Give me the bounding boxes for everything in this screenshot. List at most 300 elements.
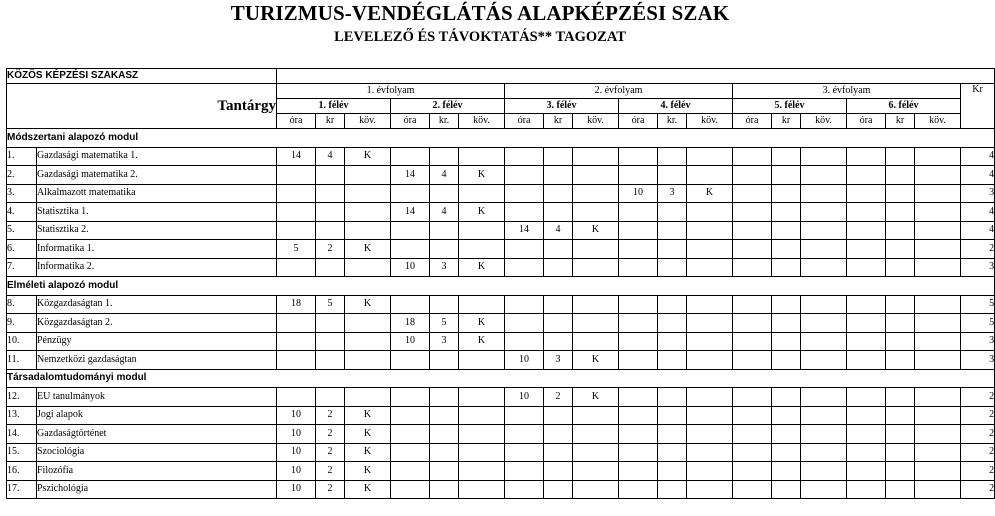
empty-cell [658, 351, 687, 370]
empty-cell [459, 388, 505, 407]
empty-cell [277, 314, 316, 333]
empty-cell [573, 295, 619, 314]
table-row [7, 166, 995, 185]
subject-name: Pszichológia [37, 480, 277, 499]
empty-cell [847, 166, 886, 185]
empty-cell [687, 203, 733, 222]
credit-value: 2 [961, 240, 995, 259]
empty-cell [772, 462, 801, 481]
empty-cell [847, 314, 886, 333]
subject-name: Gazdaságtörténet [37, 425, 277, 444]
empty-cell [772, 184, 801, 203]
empty-cell [886, 388, 915, 407]
empty-cell [459, 240, 505, 259]
subheader-cell: kr. [658, 114, 687, 129]
table-row [7, 221, 995, 240]
cell-kr: 4 [430, 166, 459, 185]
cell-kr: 3 [430, 258, 459, 277]
empty-cell [619, 480, 658, 499]
module-title: Társadalomtudományi modul [7, 369, 995, 388]
cell-kr: 5 [316, 295, 345, 314]
semester-header-6: 6. félév [847, 99, 961, 114]
empty-cell [801, 351, 847, 370]
cell-hours: 10 [277, 406, 316, 425]
empty-cell [733, 203, 772, 222]
empty-cell [687, 240, 733, 259]
empty-cell [544, 332, 573, 351]
empty-cell [801, 166, 847, 185]
empty-cell [619, 147, 658, 166]
semester-header-5: 5. félév [733, 99, 847, 114]
empty-cell [847, 295, 886, 314]
empty-cell [459, 480, 505, 499]
cell-kr: 3 [658, 184, 687, 203]
cell-hours: 10 [277, 443, 316, 462]
table-row [7, 462, 995, 481]
empty-cell [915, 332, 961, 351]
cell-hours: 18 [391, 314, 430, 333]
row-number: 1. [7, 147, 37, 166]
module-title: Módszertani alapozó modul [7, 129, 995, 148]
empty-cell [544, 147, 573, 166]
empty-cell [915, 443, 961, 462]
empty-cell [772, 221, 801, 240]
subheader-cell: óra [505, 114, 544, 129]
empty-cell [277, 388, 316, 407]
empty-cell [886, 480, 915, 499]
subheader-cell: óra [277, 114, 316, 129]
subject-name: Jogi alapok [37, 406, 277, 425]
empty-cell [772, 147, 801, 166]
cell-kr: 5 [430, 314, 459, 333]
credit-value: 5 [961, 314, 995, 333]
empty-cell [277, 258, 316, 277]
cell-kr: 2 [316, 462, 345, 481]
empty-cell [658, 480, 687, 499]
empty-cell [801, 462, 847, 481]
empty-cell [733, 443, 772, 462]
empty-cell [687, 443, 733, 462]
empty-cell [345, 166, 391, 185]
empty-cell [391, 480, 430, 499]
empty-cell [658, 147, 687, 166]
empty-cell [687, 147, 733, 166]
empty-cell [801, 443, 847, 462]
empty-cell [316, 314, 345, 333]
empty-cell [733, 184, 772, 203]
cell-kov: K [687, 184, 733, 203]
subheader-cell: óra [733, 114, 772, 129]
cell-kr: 2 [316, 480, 345, 499]
empty-cell [733, 480, 772, 499]
empty-cell [658, 258, 687, 277]
empty-cell [430, 295, 459, 314]
empty-cell [733, 406, 772, 425]
module-header-row [7, 369, 995, 388]
table-row [7, 147, 995, 166]
empty-cell [430, 425, 459, 444]
empty-cell [915, 147, 961, 166]
empty-cell [573, 147, 619, 166]
empty-cell [430, 480, 459, 499]
row-number: 7. [7, 258, 37, 277]
subject-name: Informatika 1. [37, 240, 277, 259]
cell-kr: 3 [430, 332, 459, 351]
cell-kov: K [573, 351, 619, 370]
empty-cell [915, 221, 961, 240]
empty-cell [345, 221, 391, 240]
cell-kov: K [573, 388, 619, 407]
empty-cell [391, 147, 430, 166]
table-row [7, 332, 995, 351]
row-number: 15. [7, 443, 37, 462]
credit-value: 2 [961, 480, 995, 499]
empty-cell [733, 166, 772, 185]
cell-kov: K [345, 443, 391, 462]
empty-cell [687, 332, 733, 351]
empty-cell [801, 147, 847, 166]
empty-cell [772, 258, 801, 277]
subject-name: Pénzügy [37, 332, 277, 351]
empty-cell [430, 443, 459, 462]
empty-cell [316, 351, 345, 370]
empty-cell [772, 203, 801, 222]
empty-cell [573, 184, 619, 203]
row-number: 12. [7, 388, 37, 407]
empty-cell [619, 295, 658, 314]
empty-cell [619, 221, 658, 240]
cell-kr: 4 [316, 147, 345, 166]
empty-cell [391, 462, 430, 481]
empty-cell [277, 351, 316, 370]
empty-cell [733, 351, 772, 370]
empty-cell [886, 425, 915, 444]
table-row [7, 240, 995, 259]
empty-cell [772, 332, 801, 351]
cell-hours: 5 [277, 240, 316, 259]
empty-cell [391, 425, 430, 444]
empty-cell [915, 295, 961, 314]
empty-cell [733, 314, 772, 333]
empty-cell [619, 166, 658, 185]
cell-kr: 2 [316, 240, 345, 259]
table-row [7, 480, 995, 499]
empty-cell [345, 203, 391, 222]
cell-hours: 10 [505, 388, 544, 407]
year-header-1: 1. évfolyam [277, 84, 505, 99]
empty-cell [619, 462, 658, 481]
cell-kov: K [459, 166, 505, 185]
table-row [7, 425, 995, 444]
empty-cell [658, 295, 687, 314]
year-header-2: 2. évfolyam [505, 84, 733, 99]
subject-name: Informatika 2. [37, 258, 277, 277]
empty-cell [430, 147, 459, 166]
empty-cell [687, 462, 733, 481]
credit-value: 2 [961, 462, 995, 481]
empty-cell [505, 332, 544, 351]
subheader-cell: kr [316, 114, 345, 129]
module-header-row [7, 277, 995, 296]
credit-value: 4 [961, 203, 995, 222]
empty-cell [733, 462, 772, 481]
subheader-cell: köv. [687, 114, 733, 129]
cell-kov: K [459, 314, 505, 333]
empty-cell [459, 221, 505, 240]
row-number: 9. [7, 314, 37, 333]
empty-cell [573, 332, 619, 351]
empty-cell [619, 443, 658, 462]
cell-hours: 10 [391, 258, 430, 277]
subheader-cell: köv. [459, 114, 505, 129]
empty-cell [915, 203, 961, 222]
empty-cell [847, 480, 886, 499]
empty-cell [687, 406, 733, 425]
empty-cell [847, 388, 886, 407]
empty-cell [430, 388, 459, 407]
curriculum-table [6, 68, 995, 499]
subheader-cell: óra [847, 114, 886, 129]
empty-cell [658, 221, 687, 240]
cell-kov: K [345, 462, 391, 481]
empty-cell [619, 314, 658, 333]
empty-cell [619, 258, 658, 277]
empty-cell [505, 203, 544, 222]
empty-cell [544, 406, 573, 425]
empty-cell [573, 443, 619, 462]
table-row [7, 406, 995, 425]
subject-name: Alkalmazott matematika [37, 184, 277, 203]
subheader-cell: óra [391, 114, 430, 129]
year-header-3: 3. évfolyam [733, 84, 961, 99]
credit-value: 2 [961, 388, 995, 407]
subheader-cell: kr. [430, 114, 459, 129]
row-number: 2. [7, 166, 37, 185]
empty-cell [886, 351, 915, 370]
subject-name: Gazdasági matematika 1. [37, 147, 277, 166]
cell-kov: K [573, 221, 619, 240]
empty-cell [915, 314, 961, 333]
empty-cell [886, 221, 915, 240]
credit-value: 4 [961, 166, 995, 185]
cell-kov: K [345, 480, 391, 499]
empty-cell [886, 184, 915, 203]
empty-cell [573, 406, 619, 425]
empty-cell [801, 406, 847, 425]
empty-cell [544, 425, 573, 444]
row-number: 13. [7, 406, 37, 425]
credit-value: 3 [961, 351, 995, 370]
empty-cell [430, 240, 459, 259]
empty-cell [544, 295, 573, 314]
row-number: 8. [7, 295, 37, 314]
cell-hours: 18 [277, 295, 316, 314]
cell-hours: 10 [619, 184, 658, 203]
empty-cell [459, 425, 505, 444]
empty-cell [886, 314, 915, 333]
cell-kov: K [345, 240, 391, 259]
empty-cell [544, 314, 573, 333]
empty-cell [459, 462, 505, 481]
empty-cell [847, 147, 886, 166]
empty-cell [658, 332, 687, 351]
empty-cell [886, 240, 915, 259]
empty-cell [886, 462, 915, 481]
semester-header-2: 2. félév [391, 99, 505, 114]
row-number: 16. [7, 462, 37, 481]
empty-cell [277, 166, 316, 185]
cell-kr: 2 [316, 425, 345, 444]
empty-cell [687, 314, 733, 333]
empty-cell [430, 406, 459, 425]
empty-cell [505, 147, 544, 166]
row-number: 11. [7, 351, 37, 370]
empty-cell [505, 480, 544, 499]
cell-kov: K [459, 258, 505, 277]
empty-cell [430, 221, 459, 240]
empty-cell [915, 462, 961, 481]
subject-name: Statisztika 2. [37, 221, 277, 240]
row-number: 10. [7, 332, 37, 351]
credit-column-header: Kr [961, 84, 995, 129]
cell-hours: 10 [391, 332, 430, 351]
empty-cell [391, 221, 430, 240]
table-row [7, 203, 995, 222]
table-row [7, 184, 995, 203]
cell-hours: 14 [505, 221, 544, 240]
empty-cell [733, 388, 772, 407]
empty-cell [886, 406, 915, 425]
empty-cell [772, 314, 801, 333]
empty-cell [801, 295, 847, 314]
empty-cell [847, 351, 886, 370]
empty-cell [316, 258, 345, 277]
empty-cell [544, 258, 573, 277]
empty-cell [658, 240, 687, 259]
empty-cell [459, 406, 505, 425]
subject-name: Filozófia [37, 462, 277, 481]
empty-cell [277, 332, 316, 351]
empty-cell [915, 406, 961, 425]
empty-cell [847, 203, 886, 222]
subject-name: Gazdasági matematika 2. [37, 166, 277, 185]
empty-cell [619, 351, 658, 370]
empty-cell [886, 443, 915, 462]
cell-hours: 10 [277, 480, 316, 499]
cell-kr: 4 [544, 221, 573, 240]
cell-hours: 14 [391, 166, 430, 185]
module-title: Elméleti alapozó modul [7, 277, 995, 296]
empty-cell [847, 443, 886, 462]
row-number: 17. [7, 480, 37, 499]
empty-cell [733, 425, 772, 444]
header-blank [277, 69, 995, 84]
cell-kov: K [345, 406, 391, 425]
empty-cell [772, 351, 801, 370]
subject-column-header: Tantárgy [7, 84, 277, 129]
empty-cell [687, 258, 733, 277]
empty-cell [687, 221, 733, 240]
empty-cell [733, 240, 772, 259]
empty-cell [391, 295, 430, 314]
empty-cell [316, 203, 345, 222]
subheader-cell: kr [544, 114, 573, 129]
empty-cell [345, 314, 391, 333]
empty-cell [573, 314, 619, 333]
empty-cell [619, 203, 658, 222]
cell-kr: 2 [544, 388, 573, 407]
row-number: 3. [7, 184, 37, 203]
empty-cell [658, 203, 687, 222]
empty-cell [573, 203, 619, 222]
cell-hours: 10 [277, 462, 316, 481]
empty-cell [772, 166, 801, 185]
empty-cell [801, 425, 847, 444]
cell-kov: K [345, 425, 391, 444]
empty-cell [658, 388, 687, 407]
semester-header-4: 4. félév [619, 99, 733, 114]
empty-cell [847, 184, 886, 203]
empty-cell [915, 425, 961, 444]
empty-cell [658, 425, 687, 444]
empty-cell [430, 184, 459, 203]
empty-cell [733, 332, 772, 351]
credit-value: 4 [961, 221, 995, 240]
empty-cell [505, 295, 544, 314]
empty-cell [544, 184, 573, 203]
empty-cell [772, 240, 801, 259]
cell-kov: K [459, 203, 505, 222]
empty-cell [658, 462, 687, 481]
empty-cell [619, 425, 658, 444]
empty-cell [847, 258, 886, 277]
empty-cell [505, 258, 544, 277]
table-row [7, 258, 995, 277]
empty-cell [459, 184, 505, 203]
empty-cell [391, 184, 430, 203]
cell-kr: 2 [316, 406, 345, 425]
subject-name: Szociológia [37, 443, 277, 462]
empty-cell [801, 332, 847, 351]
row-number: 14. [7, 425, 37, 444]
credit-value: 5 [961, 295, 995, 314]
empty-cell [687, 351, 733, 370]
empty-cell [886, 258, 915, 277]
empty-cell [658, 314, 687, 333]
empty-cell [801, 240, 847, 259]
empty-cell [345, 351, 391, 370]
empty-cell [544, 480, 573, 499]
empty-cell [619, 332, 658, 351]
empty-cell [847, 332, 886, 351]
empty-cell [316, 166, 345, 185]
empty-cell [772, 425, 801, 444]
table-row [7, 443, 995, 462]
empty-cell [505, 240, 544, 259]
credit-value: 2 [961, 406, 995, 425]
credit-value: 3 [961, 332, 995, 351]
empty-cell [345, 388, 391, 407]
empty-cell [505, 462, 544, 481]
empty-cell [801, 184, 847, 203]
empty-cell [316, 332, 345, 351]
empty-cell [505, 443, 544, 462]
empty-cell [316, 221, 345, 240]
cell-kr: 2 [316, 443, 345, 462]
empty-cell [886, 166, 915, 185]
empty-cell [316, 184, 345, 203]
empty-cell [915, 240, 961, 259]
